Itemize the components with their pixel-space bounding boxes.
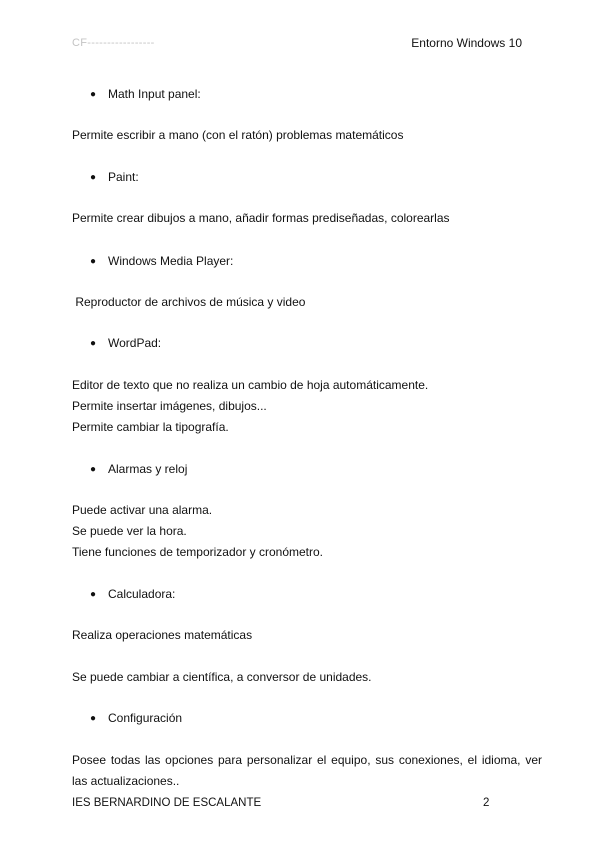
item-title: WordPad: xyxy=(108,336,162,350)
item-title: Windows Media Player: xyxy=(108,254,234,268)
header-title: Entorno Windows 10 xyxy=(411,36,522,50)
item-title: Math Input panel: xyxy=(108,87,201,101)
bullet-icon: ● xyxy=(90,589,97,600)
list-item-configuracion xyxy=(90,708,182,729)
item-title: Configuración xyxy=(108,711,183,725)
footer-school: IES BERNARDINO DE ESCALANTE xyxy=(72,797,262,809)
paragraph: Posee todas las opciones para personalizar el equipo, sus conexiones, el idioma, ver las actualizaciones.. xyxy=(72,753,542,788)
paragraph: Puede activar una alarma. xyxy=(72,503,213,517)
paragraph: Permite escribir a mano (con el ratón) problemas matemáticos xyxy=(72,128,404,142)
bullet-icon: ● xyxy=(90,89,97,100)
list-item-windows-media-player xyxy=(90,251,233,272)
paragraph: Permite crear dibujos a mano, añadir formas prediseñadas, colorearlas xyxy=(72,211,450,225)
paragraph: Reproductor de archivos de música y video xyxy=(72,295,306,309)
bullet-icon: ● xyxy=(90,256,97,267)
page-number: 2 xyxy=(483,797,490,809)
item-title: Alarmas y reloj xyxy=(108,462,188,476)
paragraph: Permite insertar imágenes, dibujos... xyxy=(72,399,267,413)
paragraph: Se puede ver la hora. xyxy=(72,524,187,538)
list-item-paint xyxy=(90,167,139,188)
bullet-icon: ● xyxy=(90,338,97,349)
header-left-text: CF----------------- xyxy=(72,37,155,49)
paragraph: Realiza operaciones matemáticas xyxy=(72,628,253,642)
paragraph: Se puede cambiar a científica, a conversor de unidades. xyxy=(72,670,372,684)
item-title: Calculadora: xyxy=(108,587,176,601)
item-title: Paint: xyxy=(108,170,139,184)
list-item-wordpad xyxy=(90,333,161,354)
bullet-icon: ● xyxy=(90,464,97,475)
paragraph: Permite cambiar la tipografía. xyxy=(72,420,229,434)
list-item-calculadora xyxy=(90,584,175,605)
list-item-math-input xyxy=(90,84,201,105)
bullet-icon: ● xyxy=(90,713,97,724)
paragraph: Editor de texto que no realiza un cambio de hoja automáticamente. xyxy=(72,378,429,392)
list-item-alarmas-reloj xyxy=(90,459,187,480)
bullet-icon: ● xyxy=(90,172,97,183)
paragraph: Tiene funciones de temporizador y cronómetro. xyxy=(72,545,324,559)
